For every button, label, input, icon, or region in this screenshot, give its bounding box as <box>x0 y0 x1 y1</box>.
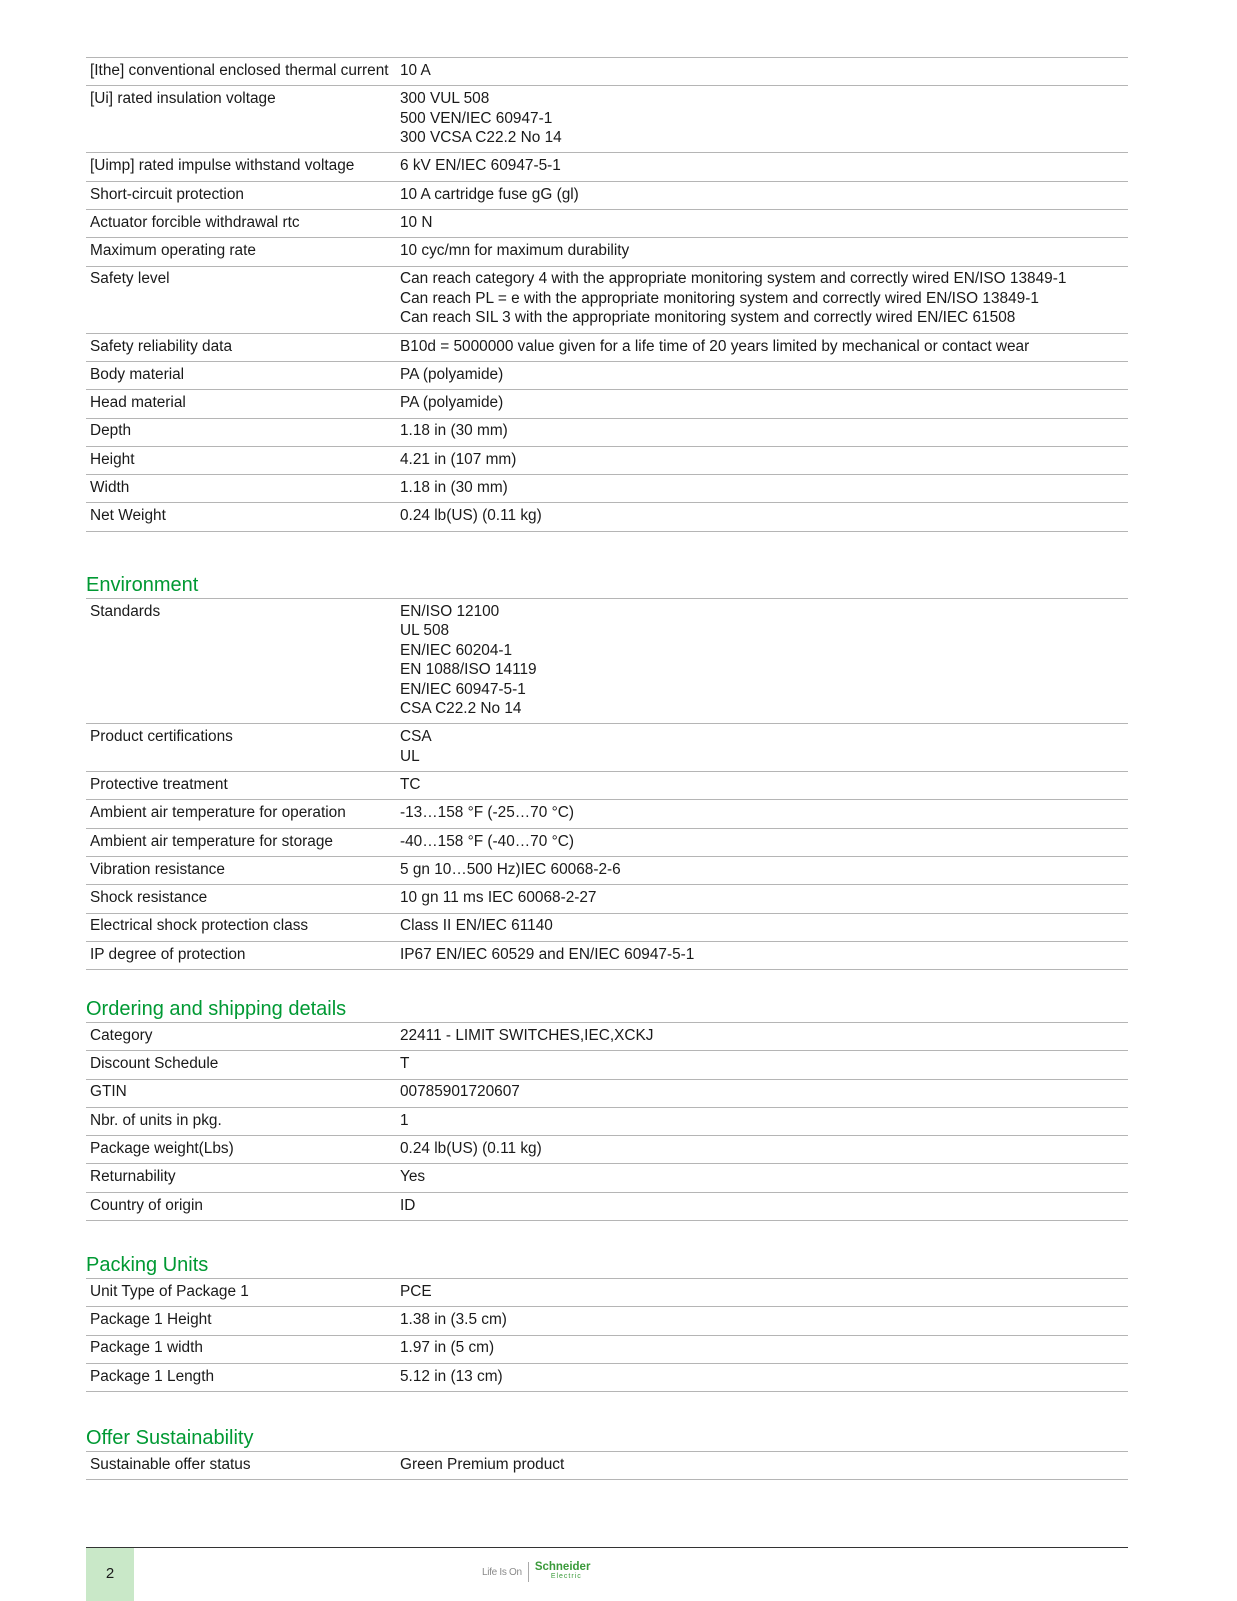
spec-table-main <box>86 57 1128 532</box>
spec-value-line: Green Premium product <box>400 1455 565 1473</box>
spec-value-line: UL <box>400 747 420 765</box>
spec-value <box>394 1192 1128 1220</box>
spec-value <box>394 181 1128 209</box>
spec-value <box>394 1335 1128 1363</box>
spec-value-line: Yes <box>400 1168 426 1186</box>
spec-label: Product certifications <box>90 728 233 746</box>
spec-row <box>86 1051 1128 1079</box>
spec-row <box>86 599 1128 724</box>
spec-value <box>394 333 1128 361</box>
spec-label: Electrical shock protection class <box>90 917 309 935</box>
spec-table-ordering <box>86 1023 1128 1221</box>
spec-label: Category <box>90 1026 153 1044</box>
spec-value-line: PCE <box>400 1282 432 1300</box>
schneider-electric-logo <box>482 1561 590 1583</box>
section-title-environment: Environment <box>86 573 1128 599</box>
spec-table-sustainability <box>86 1452 1128 1480</box>
spec-value-line: 1.38 in (3.5 cm) <box>400 1311 507 1329</box>
spec-row <box>86 800 1128 828</box>
spec-value-line: Class II EN/IEC 61140 <box>400 917 553 935</box>
packing-units-section <box>86 1253 1128 1392</box>
spec-value <box>394 210 1128 238</box>
spec-value <box>394 1051 1128 1079</box>
spec-row <box>86 181 1128 209</box>
spec-value <box>394 828 1128 856</box>
logo-divider <box>528 1562 529 1582</box>
spec-label: Returnability <box>90 1168 176 1186</box>
spec-row <box>86 86 1128 153</box>
spec-row <box>86 1335 1128 1363</box>
spec-value <box>394 1136 1128 1164</box>
spec-value <box>394 446 1128 474</box>
spec-value-line: B10d = 5000000 value given for a life time of 20 years limited by mechanical or contact wear <box>400 337 1030 355</box>
spec-value-line: ID <box>400 1196 416 1214</box>
spec-row <box>86 1363 1128 1391</box>
spec-value <box>394 266 1128 333</box>
main-characteristics-section <box>86 57 1128 532</box>
spec-row <box>86 1164 1128 1192</box>
spec-label: Ambient air temperature for storage <box>90 832 333 850</box>
spec-value-line: Can reach SIL 3 with the appropriate monitoring system and correctly wired EN/IEC 61508 <box>400 309 1016 327</box>
spec-label: Head material <box>90 394 186 412</box>
spec-value <box>394 913 1128 941</box>
spec-row <box>86 885 1128 913</box>
spec-row <box>86 1079 1128 1107</box>
spec-value <box>394 390 1128 418</box>
spec-value-line: CSA C22.2 No 14 <box>400 699 522 717</box>
spec-value-line: 300 VUL 508 <box>400 90 490 108</box>
spec-value-line: 10 A cartridge fuse gG (gl) <box>400 185 579 203</box>
spec-row <box>86 503 1128 531</box>
spec-value <box>394 1363 1128 1391</box>
spec-table-environment <box>86 599 1128 970</box>
spec-value-line: 10 cyc/mn for maximum durability <box>400 242 630 260</box>
spec-label: Height <box>90 450 135 468</box>
spec-value <box>394 1079 1128 1107</box>
spec-value-line: UL 508 <box>400 622 450 640</box>
spec-label: [Ithe] conventional enclosed thermal current <box>90 61 389 79</box>
spec-label: Actuator forcible withdrawal rtc <box>90 213 300 231</box>
spec-label: Body material <box>90 365 185 383</box>
spec-value <box>394 418 1128 446</box>
spec-value <box>394 800 1128 828</box>
spec-value-line: CSA <box>400 728 432 746</box>
spec-value-line: 500 VEN/IEC 60947-1 <box>400 109 553 127</box>
spec-row <box>86 941 1128 969</box>
spec-label: Short-circuit protection <box>90 185 244 203</box>
spec-value-line: -13…158 °F (-25…70 °C) <box>400 804 574 822</box>
logo-tagline: Life Is On <box>482 1566 522 1578</box>
spec-value-line: 6 kV EN/IEC 60947-5-1 <box>400 157 561 175</box>
spec-row <box>86 210 1128 238</box>
spec-value-line: EN/ISO 12100 <box>400 602 500 620</box>
spec-value <box>394 238 1128 266</box>
spec-label: Sustainable offer status <box>90 1455 251 1473</box>
spec-label: GTIN <box>90 1083 127 1101</box>
spec-label: Safety reliability data <box>90 337 233 355</box>
spec-row <box>86 418 1128 446</box>
spec-row <box>86 724 1128 772</box>
spec-label: Package 1 Length <box>90 1367 215 1385</box>
spec-value-line: EN 1088/ISO 14119 <box>400 661 537 679</box>
spec-row <box>86 1023 1128 1051</box>
spec-label: Maximum operating rate <box>90 242 256 260</box>
spec-row <box>86 362 1128 390</box>
spec-label: Package 1 Height <box>90 1311 212 1329</box>
spec-label: Ambient air temperature for operation <box>90 804 346 822</box>
section-title-ordering: Ordering and shipping details <box>86 997 1128 1023</box>
spec-value-line: T <box>400 1055 410 1073</box>
spec-label: [Ui] rated insulation voltage <box>90 90 276 108</box>
spec-value-line: 300 VCSA C22.2 No 14 <box>400 129 562 146</box>
spec-value-line: Can reach PL = e with the appropriate monitoring system and correctly wired EN/ISO 13849-1 <box>400 289 1039 307</box>
spec-value <box>394 885 1128 913</box>
spec-row <box>86 772 1128 800</box>
spec-value-line: 1 <box>400 1111 409 1129</box>
spec-label: Shock resistance <box>90 889 208 907</box>
spec-value-line: 5 gn 10…500 Hz)IEC 60068-2-6 <box>400 860 621 878</box>
spec-row <box>86 913 1128 941</box>
spec-value <box>394 856 1128 884</box>
spec-value-line: 0.24 lb(US) (0.11 kg) <box>400 1140 542 1158</box>
spec-label: Safety level <box>90 270 170 288</box>
spec-value <box>394 475 1128 503</box>
spec-value-line: 10 N <box>400 213 433 231</box>
logo-brand-sub: Electric <box>550 1573 582 1580</box>
spec-value <box>394 599 1128 724</box>
spec-row <box>86 1452 1128 1480</box>
spec-value-line: 10 gn 11 ms IEC 60068-2-27 <box>400 889 597 907</box>
section-title-packing: Packing Units <box>86 1253 1128 1279</box>
spec-value-line: PA (polyamide) <box>400 394 504 412</box>
spec-row <box>86 1107 1128 1135</box>
spec-value-line: 00785901720607 <box>400 1083 520 1101</box>
spec-label: Standards <box>90 602 161 620</box>
spec-row <box>86 475 1128 503</box>
spec-value-line: -40…158 °F (-40…70 °C) <box>400 832 574 850</box>
spec-row <box>86 58 1128 86</box>
spec-row <box>86 390 1128 418</box>
page-number: 2 <box>86 1548 134 1601</box>
spec-label: Net Weight <box>90 507 166 525</box>
spec-row <box>86 266 1128 333</box>
spec-label: Width <box>90 479 130 497</box>
spec-label: Vibration resistance <box>90 860 225 878</box>
spec-row <box>86 446 1128 474</box>
spec-label: [Uimp] rated impulse withstand voltage <box>90 157 355 175</box>
spec-label: Nbr. of units in pkg. <box>90 1111 222 1129</box>
spec-value <box>394 58 1128 86</box>
section-title-sustainability: Offer Sustainability <box>86 1426 1128 1452</box>
spec-label: IP degree of protection <box>90 945 246 963</box>
spec-value-line: PA (polyamide) <box>400 365 504 383</box>
spec-label: Package 1 width <box>90 1339 203 1357</box>
spec-value-line: 1.97 in (5 cm) <box>400 1339 495 1357</box>
spec-row <box>86 1192 1128 1220</box>
spec-label: Depth <box>90 422 132 440</box>
spec-value <box>394 1279 1128 1307</box>
spec-label: Country of origin <box>90 1196 203 1214</box>
spec-value <box>394 362 1128 390</box>
sustainability-section <box>86 1426 1128 1480</box>
spec-value-line: 0.24 lb(US) (0.11 kg) <box>400 507 542 525</box>
spec-value <box>394 1307 1128 1335</box>
spec-value <box>394 86 1128 153</box>
logo-brand-name: Schneider <box>534 1561 591 1573</box>
environment-section <box>86 573 1128 970</box>
spec-value-line: IP67 EN/IEC 60529 and EN/IEC 60947-5-1 <box>400 945 695 963</box>
spec-row <box>86 333 1128 361</box>
spec-value <box>394 941 1128 969</box>
spec-value-line: EN/IEC 60947-5-1 <box>400 680 526 698</box>
spec-label: Package weight(Lbs) <box>90 1140 234 1158</box>
spec-value-line: 1.18 in (30 mm) <box>400 422 508 440</box>
spec-row <box>86 1136 1128 1164</box>
spec-value <box>394 503 1128 531</box>
spec-value-line: 22411 - LIMIT SWITCHES,IEC,XCKJ <box>400 1026 654 1044</box>
spec-value-line: 1.18 in (30 mm) <box>400 479 508 497</box>
spec-value <box>394 772 1128 800</box>
spec-label: Discount Schedule <box>90 1055 219 1073</box>
spec-label: Protective treatment <box>90 775 228 793</box>
spec-value <box>394 1107 1128 1135</box>
spec-table-packing <box>86 1279 1128 1392</box>
spec-value-line: TC <box>400 775 421 793</box>
spec-row <box>86 1279 1128 1307</box>
ordering-section <box>86 997 1128 1221</box>
spec-value <box>394 1452 1128 1480</box>
spec-row <box>86 238 1128 266</box>
page-footer <box>86 1547 1128 1601</box>
spec-label: Unit Type of Package 1 <box>90 1282 249 1300</box>
spec-value <box>394 1164 1128 1192</box>
spec-row <box>86 856 1128 884</box>
spec-value-line: 4.21 in (107 mm) <box>400 450 517 468</box>
spec-value-line: Can reach category 4 with the appropriate monitoring system and correctly wired EN/ISO 13849-1 <box>400 270 1067 288</box>
logo-brand <box>535 1563 591 1581</box>
spec-row <box>86 1307 1128 1335</box>
spec-value-line: EN/IEC 60204-1 <box>400 641 513 659</box>
spec-row <box>86 828 1128 856</box>
spec-value <box>394 153 1128 181</box>
spec-value-line: 5.12 in (13 cm) <box>400 1367 503 1385</box>
spec-value <box>394 1023 1128 1051</box>
spec-row <box>86 153 1128 181</box>
spec-value <box>394 724 1128 772</box>
spec-value-line: 10 A <box>400 61 431 79</box>
